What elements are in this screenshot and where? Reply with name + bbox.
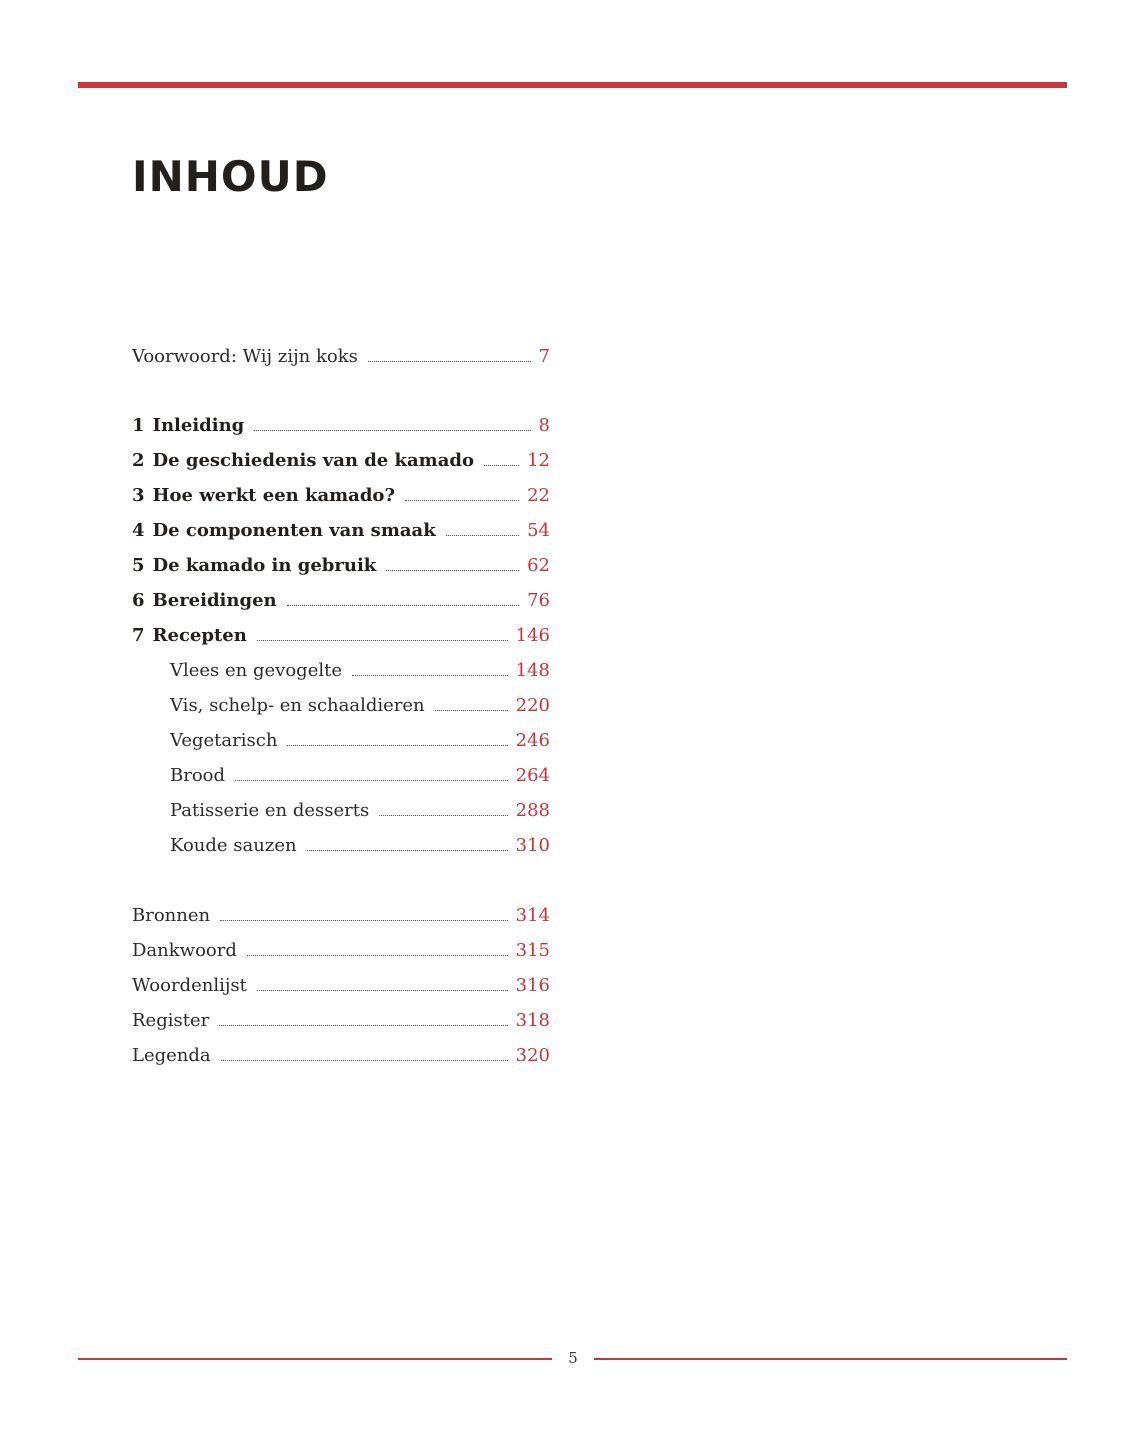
toc-entry-label: Bronnen <box>132 905 211 926</box>
toc-entry-label: Legenda <box>132 1045 211 1066</box>
toc-entry-page: 314 <box>515 905 550 926</box>
page-title: INHOUD <box>132 152 329 201</box>
chapter-number: 3 <box>132 485 145 506</box>
dot-leader <box>379 815 507 816</box>
dot-leader <box>219 1025 507 1026</box>
toc-entry-backmatter[interactable] <box>132 1004 550 1032</box>
toc-entry-page: 246 <box>515 730 550 751</box>
chapter-number: 2 <box>132 450 145 471</box>
dot-leader <box>254 430 530 431</box>
toc-entry-page: 288 <box>515 800 550 821</box>
toc-entry-subsection[interactable] <box>170 829 550 857</box>
toc-entry-chapter[interactable] <box>132 409 550 437</box>
dot-leader <box>257 990 508 991</box>
toc-entry-page: 320 <box>515 1045 550 1066</box>
toc-entry-chapter[interactable] <box>132 619 550 647</box>
toc-entry-backmatter[interactable] <box>132 969 550 997</box>
toc-entry-backmatter[interactable] <box>132 899 550 927</box>
page-number: 5 <box>568 1349 578 1367</box>
toc-entry-backmatter[interactable] <box>132 1039 550 1067</box>
toc-entry-subsection[interactable] <box>170 689 550 717</box>
dot-leader <box>386 570 519 571</box>
toc-entry-page: 220 <box>515 695 550 716</box>
toc-entry-label: Patisserie en desserts <box>170 800 370 821</box>
toc-entry-label: Vlees en gevogelte <box>170 660 342 681</box>
toc-entry-label: De kamado in gebruik <box>152 555 377 576</box>
chapter-number: 4 <box>132 520 145 541</box>
dot-leader <box>287 745 507 746</box>
dot-leader <box>405 500 519 501</box>
toc-entry-subsection[interactable] <box>170 654 550 682</box>
toc-entry-label: Brood <box>170 765 226 786</box>
toc-entry-subsection[interactable] <box>170 759 550 787</box>
dot-leader <box>368 361 531 362</box>
dot-leader <box>352 675 508 676</box>
dot-leader <box>435 710 508 711</box>
toc-entry-label: Vis, schelp- en schaaldieren <box>170 695 425 716</box>
toc-entry-page: 264 <box>515 765 550 786</box>
toc-entry-label: Voorwoord: Wij zijn koks <box>132 346 358 367</box>
toc-entry-label: Woordenlijst <box>132 975 247 996</box>
toc-entry-page: 54 <box>527 520 550 541</box>
toc-entry-chapter[interactable] <box>132 584 550 612</box>
toc-entry-page: 76 <box>527 590 550 611</box>
toc-entry-label: Hoe werkt een kamado? <box>152 485 395 506</box>
toc-entry-preface[interactable] <box>132 340 550 368</box>
toc-entry-label: De componenten van smaak <box>152 520 436 541</box>
chapter-number: 1 <box>132 415 145 436</box>
dot-leader <box>307 850 508 851</box>
dot-leader <box>287 605 519 606</box>
toc-entry-label: Bereidingen <box>152 590 277 611</box>
dot-leader <box>221 1060 508 1061</box>
toc-entry-page: 148 <box>515 660 550 681</box>
toc-entry-page: 12 <box>527 450 550 471</box>
chapter-number: 7 <box>132 625 145 646</box>
toc-entry-subsection[interactable] <box>170 724 550 752</box>
dot-leader <box>220 920 508 921</box>
dot-leader <box>247 955 508 956</box>
footer-rule-right <box>594 1358 1067 1360</box>
toc-entry-page: 22 <box>527 485 550 506</box>
toc-entry-page: 316 <box>515 975 550 996</box>
toc-entry-page: 318 <box>515 1010 550 1031</box>
toc-entry-backmatter[interactable] <box>132 934 550 962</box>
toc-entry-label: Dankwoord <box>132 940 237 961</box>
chapter-number: 5 <box>132 555 145 576</box>
dot-leader <box>235 780 508 781</box>
toc-entry-chapter[interactable] <box>132 444 550 472</box>
toc-entry-chapter[interactable] <box>132 549 550 577</box>
toc-entry-page: 7 <box>538 346 550 367</box>
toc-entry-page: 310 <box>515 835 550 856</box>
toc-entry-page: 8 <box>538 415 550 436</box>
dot-leader <box>484 465 519 466</box>
toc-entry-chapter[interactable] <box>132 479 550 507</box>
top-rule <box>78 82 1067 88</box>
toc-entry-label: Recepten <box>152 625 247 646</box>
toc-entry-label: Inleiding <box>152 415 245 436</box>
toc-entry-label: Register <box>132 1010 210 1031</box>
toc-entry-page: 146 <box>515 625 550 646</box>
toc-entry-chapter[interactable] <box>132 514 550 542</box>
toc-entry-subsection[interactable] <box>170 794 550 822</box>
toc-entry-page: 62 <box>527 555 550 576</box>
footer-rule-left <box>78 1358 552 1360</box>
toc-entry-label: Koude sauzen <box>170 835 297 856</box>
toc-entry-page: 315 <box>515 940 550 961</box>
chapter-number: 6 <box>132 590 145 611</box>
dot-leader <box>446 535 519 536</box>
toc-entry-label: De geschiedenis van de kamado <box>152 450 474 471</box>
toc-entry-label: Vegetarisch <box>170 730 278 751</box>
dot-leader <box>257 640 508 641</box>
